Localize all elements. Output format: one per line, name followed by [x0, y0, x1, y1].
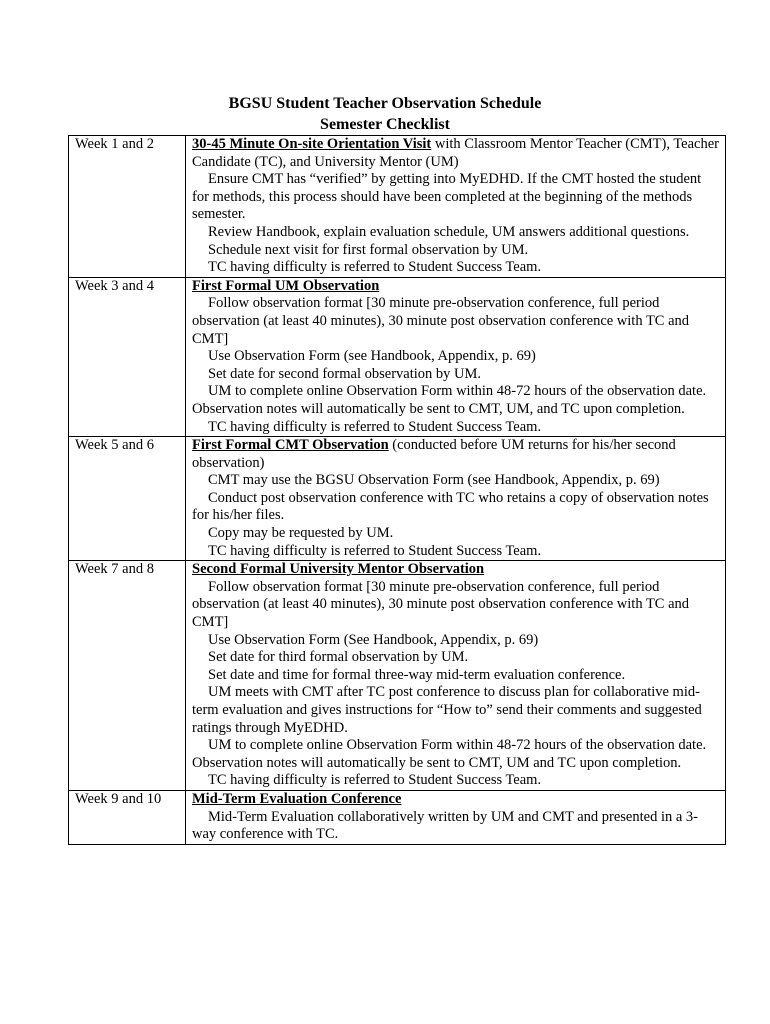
task-item: Use Observation Form (see Handbook, Appendix, p. 69)	[208, 348, 536, 365]
task-item: Set date and time for formal three-way mid-term evaluation conference.	[208, 666, 626, 683]
task-heading-suffix: with Classroom Mentor Teacher (CMT), Teacher Candidate (TC), and University Mentor (UM)	[192, 136, 720, 170]
task-item: Set date for second formal observation by UM.	[208, 365, 482, 382]
task-heading: First Formal UM Observation	[192, 277, 380, 294]
week-cell: Week 3 and 4	[69, 277, 186, 436]
task-item: Copy may be requested by UM.	[208, 525, 394, 542]
task-item: Conduct post observation conference with TC who retains a copy of observation notes for his/her files.	[192, 489, 709, 524]
page-title: BGSU Student Teacher Observation Schedule	[228, 95, 542, 112]
task-item: Review Handbook, explain evaluation schedule, UM answers additional questions.	[208, 223, 690, 240]
schedule-row	[69, 277, 726, 436]
task-heading: 30-45 Minute On-site Orientation Visit	[192, 136, 432, 152]
week-cell: Week 5 and 6	[69, 437, 186, 561]
tasks-cell	[186, 561, 726, 791]
task-item: Follow observation format [30 minute pre-observation conference, full period observation (at least 40 minutes), 30 minute post observation conference with TC and CMT]	[192, 578, 690, 631]
schedule-table	[68, 135, 726, 845]
task-item: Mid-Term Evaluation collaboratively written by UM and CMT and presented in a 3-way conference with TC.	[192, 808, 698, 843]
task-heading-line	[192, 437, 721, 472]
task-item: Schedule next visit for first formal observation by UM.	[208, 241, 529, 258]
week-cell: Week 1 and 2	[69, 136, 186, 278]
tasks-cell	[186, 437, 726, 561]
schedule-body	[69, 136, 726, 845]
task-item: Ensure CMT has “verified” by getting into MyEDHD. If the CMT hosted the student for methods, this process should have been completed at the beginning of the methods semester.	[192, 171, 702, 223]
task-heading: Mid-Term Evaluation Conference	[192, 790, 402, 807]
task-item: UM meets with CMT after TC post conference to discuss plan for collaborative mid-term evaluation and gives instructions for “How to” send their comments and suggested ratings through MyEDHD.	[192, 684, 702, 736]
task-item: Use Observation Form (See Handbook, Appendix, p. 69)	[208, 631, 539, 648]
task-item: TC having difficulty is referred to Student Success Team.	[208, 259, 542, 276]
tasks-cell	[186, 790, 726, 844]
page-subtitle: Semester Checklist	[320, 116, 450, 133]
task-heading-line	[192, 791, 721, 809]
schedule-row	[69, 136, 726, 278]
schedule-row	[69, 561, 726, 791]
tasks-cell	[186, 277, 726, 436]
task-heading: Second Formal University Mentor Observation	[192, 561, 485, 578]
task-item: TC having difficulty is referred to Student Success Team.	[208, 418, 542, 435]
task-heading-line	[192, 136, 721, 171]
tasks-cell	[186, 136, 726, 278]
task-item: Set date for third formal observation by UM.	[208, 649, 469, 666]
schedule-row	[69, 437, 726, 561]
task-item: UM to complete online Observation Form within 48-72 hours of the observation date. Observation notes will automatically be sent to CMT, UM and TC upon completion.	[192, 737, 707, 771]
week-cell: Week 7 and 8	[69, 561, 186, 791]
task-item: Follow observation format [30 minute pre-observation conference, full period observation (at least 40 minutes), 30 minute post observation conference with TC and CMT]	[192, 295, 690, 347]
week-cell: Week 9 and 10	[69, 790, 186, 844]
task-item: UM to complete online Observation Form within 48-72 hours of the observation date. Observation notes will automatically be sent to CMT, UM, and TC upon completion.	[192, 383, 707, 417]
task-item: TC having difficulty is referred to Student Success Team.	[208, 772, 542, 789]
schedule-row	[69, 790, 726, 844]
task-item: TC having difficulty is referred to Student Success Team.	[208, 542, 542, 559]
task-heading-line	[192, 278, 721, 296]
task-heading-suffix: (conducted before UM returns for his/her second observation)	[192, 437, 676, 471]
task-heading: First Formal CMT Observation	[192, 437, 389, 454]
task-item: CMT may use the BGSU Observation Form (see Handbook, Appendix, p. 69)	[208, 472, 660, 489]
task-heading-line	[192, 561, 721, 579]
